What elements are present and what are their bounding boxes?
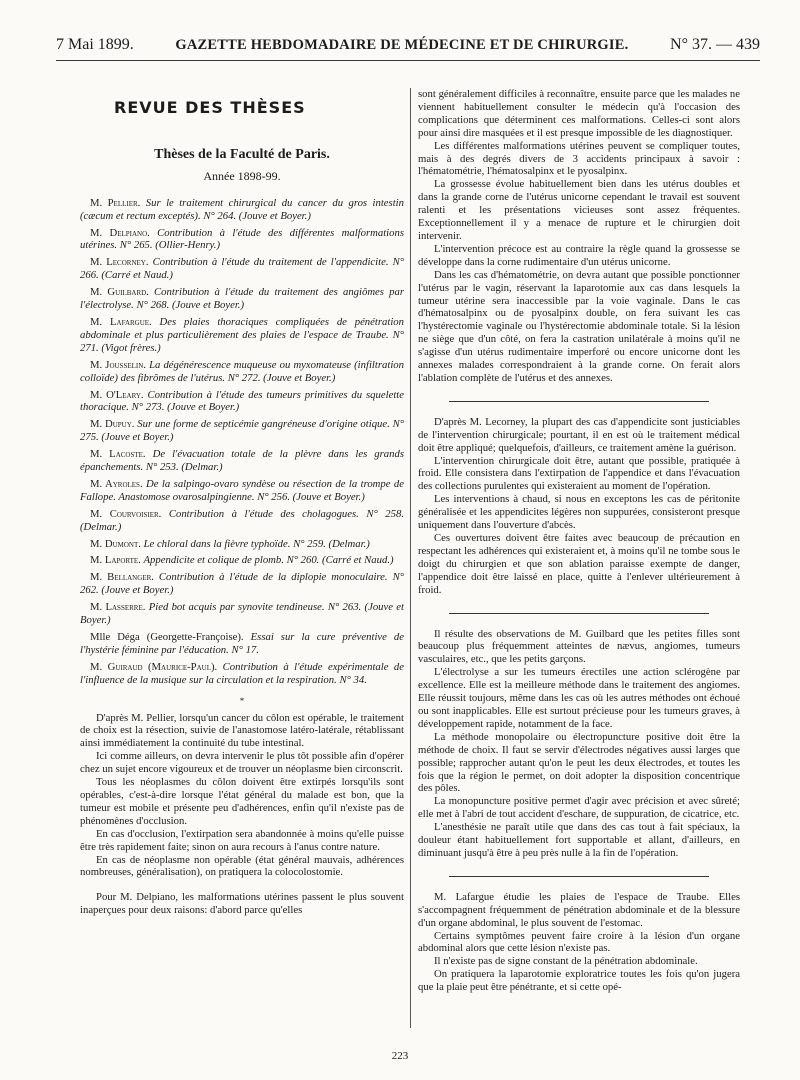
thesis-entry xyxy=(80,359,404,385)
thesis-author: M. Bellanger. xyxy=(90,571,154,584)
thesis-author: M. Lecorney. xyxy=(90,256,149,269)
thesis-author: M. Lacoste. xyxy=(90,448,146,461)
body-paragraph: D'après M. Pellier, lorsqu'un cancer du côlon est opérable, le traitement de choix est la résection, suivie de l'anastomose latéro-latérale, rétablissant ainsi immédiatement la continuité du tube intestinal. xyxy=(80,711,404,750)
thesis-author: M. Jousselin. xyxy=(90,358,146,371)
thesis-title: De l'évacuation totale de la plèvre dans les grands épanchements. N° 253. (Delmar.) xyxy=(80,448,404,474)
faculty-subtitle: Thèses de la Faculté de Paris. xyxy=(154,146,330,162)
body-paragraph: Il résulte des observations de M. Guilbard que les petites filles sont beaucoup plus fréquemment atteintes de nævus, angiomes, tumeurs vasculaires, etc., que les petits garçons. xyxy=(418,627,740,666)
thesis-author: M. Delpiano. xyxy=(90,226,150,239)
body-paragraph: Dans les cas d'hématométrie, on devra autant que possible ponctionner l'utérus par le vagin, réservant la laparotomie aux cas dans lesquels la tumeur utérine sera inaccessible par la voie vaginale. Dans le cas d'hématosalpinx ou de pyosalpinx double, on fera suivant les cas l'hystérectomie vaginale ou l'hystérectomie abdominale totale. Si la lésion ne siège que d'un côté, on fera la castration unilatérale à moins qu'il ne s'agisse d'un utérus rudimentaire imperforé ou encore unicorne dont les annexes malades correspondraient à la grande corne. On ferait alors l'ablation complète de l'utérus et des annexes. xyxy=(418,268,740,384)
page-folio: 223 xyxy=(391,1050,409,1062)
thesis-author: M. Guiraud (Maurice-Paul). xyxy=(90,660,218,673)
thesis-author: M. Pellier. xyxy=(90,196,141,209)
thesis-title: Contribution à l'étude expérimentale de l'influence de la musique sur la circulation et la respiration. N° 34. xyxy=(80,660,404,686)
thesis-author: M. Ayroles. xyxy=(90,477,143,490)
thesis-title: Contribution à l'étude du traitement des angiômes par l'électrolyse. N° 268. (Jouve et Boyer.) xyxy=(80,286,404,312)
thesis-entry xyxy=(80,554,404,567)
thesis-title: Contribution à l'étude du traitement de l'appendicite. N° 266. (Carré et Naud.) xyxy=(80,256,404,282)
thesis-author: M. O'Leary. xyxy=(90,388,144,401)
thesis-entry xyxy=(80,389,404,415)
body-paragraph: La grossesse évolue habituellement bien dans les utérus doubles et dans la grande corne de l'utérus unicorne cependant le travail est souvent ralenti et les présentations vicieuses sont assez fréquentes. Exceptionnellement il y a menace de rupture et le chirurgien doit intervenir. xyxy=(418,178,740,242)
left-column xyxy=(80,88,404,1038)
section-rule xyxy=(449,401,709,402)
column-divider xyxy=(410,88,411,1028)
thesis-title: De la salpingo-ovaro syndèse ou résection de la trompe de Fallope. Anastomose ovarosalpingienne. N° 256. (Jouve et Boyer.) xyxy=(80,477,404,503)
academic-year: Année 1898-99. xyxy=(203,168,281,183)
body-paragraph: M. Lafargue étudie les plaies de l'espace de Traube. Elles s'accompagnent fréquemment de pénétration abdominale et de la blessure d'un organe abdominal, le plus souvent de l'estomac. xyxy=(418,890,740,929)
thesis-author: M. Lafargue. xyxy=(90,315,152,328)
body-paragraph: En cas d'occlusion, l'extirpation sera abandonnée à moins qu'elle puisse être très rapidement faite; sinon on aura recours à l'anus contre nature. xyxy=(80,827,404,853)
thesis-entry xyxy=(80,538,404,551)
header-date: 7 Mai 1899. xyxy=(56,36,134,53)
thesis-entry xyxy=(80,286,404,312)
thesis-entry xyxy=(80,418,404,444)
body-paragraph: D'après M. Lecorney, la plupart des cas d'appendicite sont justiciables de l'intervention chirurgicale; pourtant, il en est où le traitement médical doit être appliqué; quelquefois, d'ailleurs, ce traitement amène la guérison. xyxy=(418,415,740,454)
thesis-title: Appendicite et colique de plomb. N° 260. (Carré et Naud.) xyxy=(143,554,394,567)
thesis-title: La dégénérescence muqueuse ou myxomateuse (infiltration colloïde) des fibrômes de l'utérus. N° 272. (Jouve et Boyer.) xyxy=(80,358,404,384)
right-column xyxy=(418,88,740,1038)
thesis-title: Contribution à l'étude de la diplopie monoculaire. N° 262. (Jouve et Boyer.) xyxy=(80,571,404,597)
body-paragraph: L'électrolyse a sur les tumeurs érectiles une action sclérogène par excellence. Elle est la meilleure méthode dans le traitement des angiomes. Elle réussit toujours, même dans les cas où les autres méthodes ont échoué ou sont inapplicables. Elle est surtout précieuse pour les tumeurs graves, à développement rapide, notamment de la face. xyxy=(418,666,740,730)
thesis-author: M. Guilbard. xyxy=(90,286,149,299)
body-paragraph: Tous les néoplasmes du côlon doivent être extirpés lorsqu'ils sont opérables, c'est-à-dire lorsque l'état général du malade est bon, que la tumeur est mobile et présente peu d'adhérences, enfin qu'il n'existe pas de phénomènes d'occlusion. xyxy=(80,776,404,827)
body-paragraph: Ces ouvertures doivent être faites avec beaucoup de précaution en respectant les adhérences qui existeraient et, à moins qu'il ne tombe sous le doigt du chirurgien et que son ablation paraisse exempte de danger, l'appendice doit être laissé en place, quitte à l'enlever ultérieurement à froid. xyxy=(418,532,740,596)
body-paragraph: Ici comme ailleurs, on devra intervenir le plus tôt possible afin d'opérer chez un sujet encore vigoureux et de trouver un néoplasme bien circonscrit. xyxy=(80,750,404,776)
thesis-entry xyxy=(80,601,404,627)
thesis-author: M. Dupuy. xyxy=(90,418,135,431)
thesis-title: Contribution à l'étude des cholagogues. N° 258. (Delmar.) xyxy=(80,507,404,533)
thesis-title: Pied bot acquis par synovite tendineuse. N° 263. (Jouve et Boyer.) xyxy=(80,601,404,627)
body-paragraph: sont généralement difficiles à reconnaître, ensuite parce que les malades ne viennent habituellement consulter le médecin qu'à l'occasion des complications que déterminent ces malformations. Celles-ci sont alors pour ainsi dire masquées et il est presque impossible de les diagnostiquer. xyxy=(418,88,740,139)
running-header xyxy=(56,36,760,61)
thesis-entry xyxy=(80,478,404,504)
thesis-title: Le chloral dans la fièvre typhoïde. N° 259. (Delmar.) xyxy=(143,537,370,550)
body-paragraph: Les différentes malformations utérines peuvent se compliquer toutes, mais à des degrés divers de 3 accidents principaux à savoir : l'hématométrie, l'hématosalpinx et le pyosalpinx. xyxy=(418,139,740,178)
thesis-entry xyxy=(80,571,404,597)
thesis-title: Sur le traitement chirurgical du cancer du gros intestin (cæcum et rectum exceptés). N° 264. (Jouve et Boyer.) xyxy=(80,196,404,222)
thesis-entry xyxy=(80,508,404,534)
thesis-author: M. Lasserre. xyxy=(90,601,146,614)
journal-title: GAZETTE HEBDOMADAIRE DE MÉDECINE ET DE CHIRURGIE. xyxy=(175,37,629,53)
body-paragraph: L'intervention chirurgicale doit être, autant que possible, pratiquée à froid. Elle consistera dans l'extirpation de l'appendice et dans l'évacuation des collections purulentes qui existeraient au moment de l'opération. xyxy=(418,454,740,493)
body-paragraph: L'anesthésie ne paraît utile que dans des cas tout à fait spéciaux, la douleur étant habituellement fort supportable et allant, d'ailleurs, en diminuant jusqu'à être à peu près nulle à la fin de l'opération. xyxy=(418,821,740,859)
thesis-entry xyxy=(80,448,404,474)
thesis-author: M. Courvoisier. xyxy=(90,507,162,520)
section-rule xyxy=(449,613,709,614)
thesis-title: Contribution à l'étude des tumeurs primitives du squelette thoracique. N° 273. (Jouve et Boyer.) xyxy=(80,388,404,414)
header-page-number: N° 37. — 439 xyxy=(670,36,760,53)
section-title: REVUE DES THÈSES xyxy=(114,98,306,117)
body-paragraph: Certains symptômes peuvent faire croire à la lésion d'un organe abdominal alors que cette lésion n'existe pas. xyxy=(418,929,740,955)
body-paragraph: La méthode monopolaire ou électropuncture positive doit être la méthode de choix. Il faut se servir d'électrodes négatives aussi larges que possible; rapprocher autant qu'on le peut les deux électrodes, et toutes les fois que la région le permet, on doit adopter la disposition concentrique des pôles. xyxy=(418,730,740,795)
thesis-entry xyxy=(80,631,404,657)
body-paragraph: L'intervention précoce est au contraire la règle quand la grossesse se développe dans la corne rudimentaire d'un utérus unicorne. xyxy=(418,242,740,268)
body-paragraph: En cas de néoplasme non opérable (état général mauvais, adhérences nombreuses, généralisation), on pratiquera la colocolostomie. xyxy=(80,853,404,879)
body-paragraph: La monopuncture positive permet d'agir avec précision et avec sûreté; elle met à l'abri de tout accident d'eschare, de suppuration, de cicatrice, etc. xyxy=(418,795,740,821)
thesis-author: M. Dumont. xyxy=(90,537,141,550)
theses-list xyxy=(80,197,404,687)
thesis-title: Contribution à l'étude des différentes malformations utérines. N° 265. (Ollier-Henry.) xyxy=(80,226,404,252)
thesis-entry xyxy=(80,316,404,355)
thesis-entry xyxy=(80,661,404,687)
thesis-entry xyxy=(80,197,404,223)
thesis-entry xyxy=(80,227,404,253)
section-separator-mark: * xyxy=(239,695,245,706)
thesis-entry xyxy=(80,256,404,282)
body-paragraph: Il n'existe pas de signe constant de la pénétration abdominale. xyxy=(434,955,698,968)
body-paragraph: On pratiquera la laparotomie exploratrice toutes les fois qu'on jugera que la plaie peut être pénétrante, et si cette opé- xyxy=(418,968,740,994)
body-paragraph: Pour M. Delpiano, les malformations utérines passent le plus souvent inaperçues pour deux raisons: d'abord parce qu'elles xyxy=(80,891,404,917)
section-rule xyxy=(449,876,709,877)
thesis-title: Essai sur la cure préventive de l'hystérie féminine par l'éducation. N° 17. xyxy=(80,631,404,656)
thesis-title: Sur une forme de septicémie gangréneuse d'origine otique. N° 275. (Jouve et Boyer.) xyxy=(80,418,404,444)
thesis-author: M. Laporte. xyxy=(90,554,141,567)
thesis-title: Des plaies thoraciques compliquées de pénétration abdominale et plus particulièrement des plaies de l'espace de Traube. N° 271. (Vigot frères.) xyxy=(80,315,404,354)
body-paragraph: Les interventions à chaud, si nous en exceptons les cas de péritonite généralisée et les appendicites légères non suppurées, consisteront presque uniquement dans l'ouverture d'abcès. xyxy=(418,493,740,532)
thesis-author: Mlle Déga (Georgette-Françoise). xyxy=(90,631,244,643)
